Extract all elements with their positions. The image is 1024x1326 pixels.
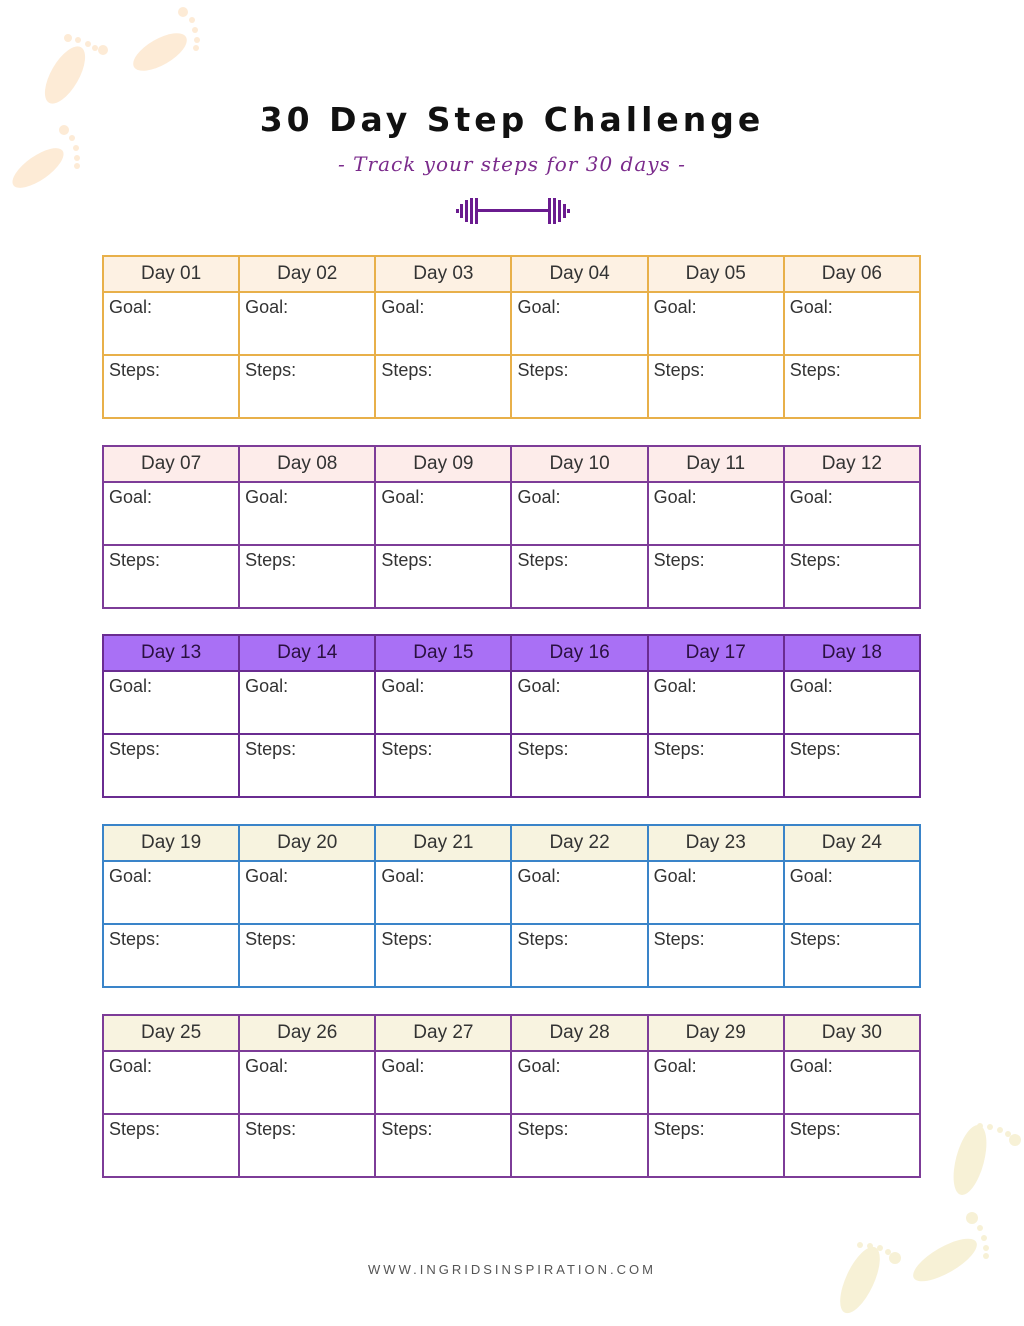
week-table [102, 445, 921, 609]
steps-label: Steps: [789, 360, 841, 380]
steps-cell[interactable] [511, 734, 647, 797]
goal-label: Goal: [517, 487, 561, 507]
day-header: Day 22 [511, 825, 647, 861]
steps-label: Steps: [109, 360, 161, 380]
goal-cell[interactable] [511, 482, 647, 545]
steps-label: Steps: [789, 1119, 841, 1139]
goal-label: Goal: [517, 297, 561, 317]
goal-label: Goal: [109, 866, 153, 886]
day-header: Day 14 [239, 635, 375, 671]
goal-cell[interactable] [784, 1051, 920, 1114]
goal-label: Goal: [245, 676, 289, 696]
day-header: Day 29 [648, 1015, 784, 1051]
steps-label: Steps: [789, 550, 841, 570]
steps-cell[interactable] [103, 734, 239, 797]
day-header: Day 16 [511, 635, 647, 671]
steps-label: Steps: [381, 739, 433, 759]
goal-label: Goal: [517, 1056, 561, 1076]
goal-label: Goal: [245, 487, 289, 507]
day-header: Day 06 [784, 256, 920, 292]
steps-label: Steps: [245, 739, 297, 759]
steps-cell[interactable] [239, 545, 375, 608]
steps-cell[interactable] [375, 734, 511, 797]
goal-cell[interactable] [784, 671, 920, 734]
steps-label: Steps: [517, 929, 569, 949]
goal-cell[interactable] [511, 671, 647, 734]
steps-label: Steps: [653, 1119, 705, 1139]
goal-cell[interactable] [648, 292, 784, 355]
goal-cell[interactable] [648, 861, 784, 924]
steps-cell[interactable] [648, 355, 784, 418]
steps-cell[interactable] [511, 545, 647, 608]
steps-label: Steps: [517, 550, 569, 570]
steps-cell[interactable] [648, 1114, 784, 1177]
steps-label: Steps: [245, 929, 297, 949]
goal-cell[interactable] [375, 482, 511, 545]
steps-cell[interactable] [784, 924, 920, 987]
day-header: Day 15 [375, 635, 511, 671]
steps-label: Steps: [245, 360, 297, 380]
day-header: Day 24 [784, 825, 920, 861]
steps-cell[interactable] [784, 734, 920, 797]
steps-label: Steps: [109, 739, 161, 759]
goal-cell[interactable] [103, 292, 239, 355]
day-header: Day 04 [511, 256, 647, 292]
goal-label: Goal: [789, 1056, 833, 1076]
goal-cell[interactable] [511, 861, 647, 924]
steps-label: Steps: [653, 929, 705, 949]
goal-cell[interactable] [375, 1051, 511, 1114]
goal-label: Goal: [381, 676, 425, 696]
steps-cell[interactable] [375, 924, 511, 987]
day-header: Day 11 [648, 446, 784, 482]
website-url: WWW.INGRIDSINSPIRATION.COM [368, 1262, 656, 1277]
steps-label: Steps: [517, 360, 569, 380]
day-header: Day 09 [375, 446, 511, 482]
day-header: Day 30 [784, 1015, 920, 1051]
goal-label: Goal: [517, 866, 561, 886]
day-header: Day 19 [103, 825, 239, 861]
day-header: Day 03 [375, 256, 511, 292]
goal-label: Goal: [517, 676, 561, 696]
day-header: Day 13 [103, 635, 239, 671]
steps-label: Steps: [245, 550, 297, 570]
goal-label: Goal: [789, 297, 833, 317]
goal-label: Goal: [789, 487, 833, 507]
week-table [102, 255, 921, 419]
goal-label: Goal: [653, 487, 697, 507]
goal-label: Goal: [109, 676, 153, 696]
goal-label: Goal: [381, 487, 425, 507]
steps-cell[interactable] [375, 355, 511, 418]
goal-cell[interactable] [784, 861, 920, 924]
steps-label: Steps: [109, 550, 161, 570]
day-header: Day 10 [511, 446, 647, 482]
goal-label: Goal: [789, 676, 833, 696]
goal-cell[interactable] [103, 671, 239, 734]
day-header: Day 25 [103, 1015, 239, 1051]
steps-label: Steps: [245, 1119, 297, 1139]
goal-cell[interactable] [239, 292, 375, 355]
goal-cell[interactable] [648, 671, 784, 734]
steps-label: Steps: [381, 1119, 433, 1139]
steps-cell[interactable] [648, 734, 784, 797]
goal-label: Goal: [109, 297, 153, 317]
goal-label: Goal: [653, 297, 697, 317]
steps-label: Steps: [517, 739, 569, 759]
steps-label: Steps: [109, 1119, 161, 1139]
steps-cell[interactable] [375, 1114, 511, 1177]
steps-cell[interactable] [103, 545, 239, 608]
page-subtitle: - Track your steps for 30 days - [338, 152, 686, 176]
steps-label: Steps: [789, 739, 841, 759]
steps-label: Steps: [789, 929, 841, 949]
goal-cell[interactable] [239, 1051, 375, 1114]
steps-cell[interactable] [784, 545, 920, 608]
steps-cell[interactable] [511, 1114, 647, 1177]
goal-label: Goal: [653, 866, 697, 886]
steps-cell[interactable] [239, 355, 375, 418]
goal-cell[interactable] [511, 1051, 647, 1114]
goal-label: Goal: [109, 487, 153, 507]
goal-label: Goal: [381, 866, 425, 886]
goal-label: Goal: [653, 1056, 697, 1076]
goal-cell[interactable] [103, 482, 239, 545]
steps-cell[interactable] [103, 1114, 239, 1177]
steps-cell[interactable] [239, 734, 375, 797]
goal-label: Goal: [245, 297, 289, 317]
goal-label: Goal: [653, 676, 697, 696]
goal-label: Goal: [109, 1056, 153, 1076]
steps-cell[interactable] [648, 545, 784, 608]
day-header: Day 05 [648, 256, 784, 292]
week-table [102, 634, 921, 798]
week-table [102, 824, 921, 988]
goal-label: Goal: [245, 866, 289, 886]
goal-cell[interactable] [239, 861, 375, 924]
goal-cell[interactable] [375, 292, 511, 355]
steps-label: Steps: [653, 360, 705, 380]
steps-label: Steps: [381, 550, 433, 570]
goal-cell[interactable] [239, 482, 375, 545]
steps-cell[interactable] [511, 355, 647, 418]
goal-cell[interactable] [784, 292, 920, 355]
day-header: Day 12 [784, 446, 920, 482]
day-header: Day 26 [239, 1015, 375, 1051]
steps-cell[interactable] [648, 924, 784, 987]
steps-cell[interactable] [784, 1114, 920, 1177]
day-header: Day 17 [648, 635, 784, 671]
day-header: Day 18 [784, 635, 920, 671]
day-header: Day 21 [375, 825, 511, 861]
day-header: Day 20 [239, 825, 375, 861]
goal-cell[interactable] [103, 861, 239, 924]
day-header: Day 28 [511, 1015, 647, 1051]
goal-label: Goal: [789, 866, 833, 886]
steps-cell[interactable] [511, 924, 647, 987]
goal-cell[interactable] [375, 671, 511, 734]
steps-cell[interactable] [103, 924, 239, 987]
goal-label: Goal: [381, 297, 425, 317]
steps-cell[interactable] [239, 1114, 375, 1177]
steps-label: Steps: [381, 360, 433, 380]
goal-cell[interactable] [784, 482, 920, 545]
steps-cell[interactable] [239, 924, 375, 987]
steps-label: Steps: [653, 739, 705, 759]
steps-label: Steps: [109, 929, 161, 949]
goal-cell[interactable] [648, 1051, 784, 1114]
goal-label: Goal: [381, 1056, 425, 1076]
steps-cell[interactable] [784, 355, 920, 418]
goal-cell[interactable] [239, 671, 375, 734]
week-table [102, 1014, 921, 1178]
steps-cell[interactable] [103, 355, 239, 418]
goal-cell[interactable] [103, 1051, 239, 1114]
day-header: Day 01 [103, 256, 239, 292]
dumbbell-icon [456, 197, 570, 225]
goal-label: Goal: [245, 1056, 289, 1076]
day-header: Day 08 [239, 446, 375, 482]
steps-cell[interactable] [375, 545, 511, 608]
page-title: 30 Day Step Challenge [259, 100, 765, 139]
steps-label: Steps: [517, 1119, 569, 1139]
goal-cell[interactable] [375, 861, 511, 924]
goal-cell[interactable] [648, 482, 784, 545]
day-header: Day 02 [239, 256, 375, 292]
day-header: Day 07 [103, 446, 239, 482]
steps-label: Steps: [381, 929, 433, 949]
day-header: Day 27 [375, 1015, 511, 1051]
goal-cell[interactable] [511, 292, 647, 355]
steps-label: Steps: [653, 550, 705, 570]
day-header: Day 23 [648, 825, 784, 861]
